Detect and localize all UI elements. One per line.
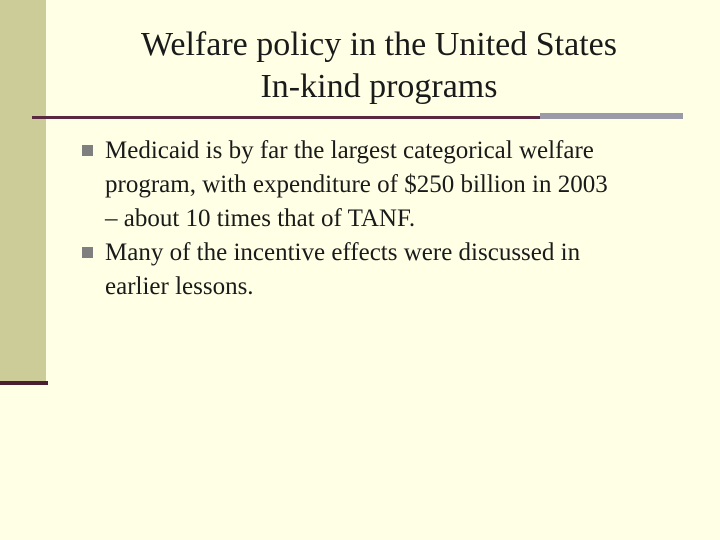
- left-decorative-band: [0, 0, 46, 383]
- title-underline-grey: [540, 113, 683, 119]
- left-band-bottom-edge: [0, 381, 48, 385]
- bullet-line: earlier lessons.: [105, 273, 254, 300]
- slide-title-line-1: Welfare policy in the United States: [141, 26, 617, 63]
- bullet-line: – about 10 times that of TANF.: [105, 205, 416, 232]
- square-bullet-icon: [82, 247, 93, 258]
- slide-title-line-2: In-kind programs: [260, 68, 498, 105]
- title-underline-dark: [32, 116, 540, 119]
- slide-title: [48, 24, 710, 108]
- bullet-line: Many of the incentive effects were discussed in: [105, 239, 581, 266]
- bullet-item-medicaid: [80, 134, 690, 236]
- bullet-list: [80, 134, 690, 304]
- square-bullet-icon: [82, 145, 93, 156]
- bullet-line: program, with expenditure of $250 billion in 2003: [105, 171, 608, 198]
- bullet-item-incentive-effects: [80, 236, 690, 304]
- bullet-line: Medicaid is by far the largest categorical welfare: [105, 137, 594, 164]
